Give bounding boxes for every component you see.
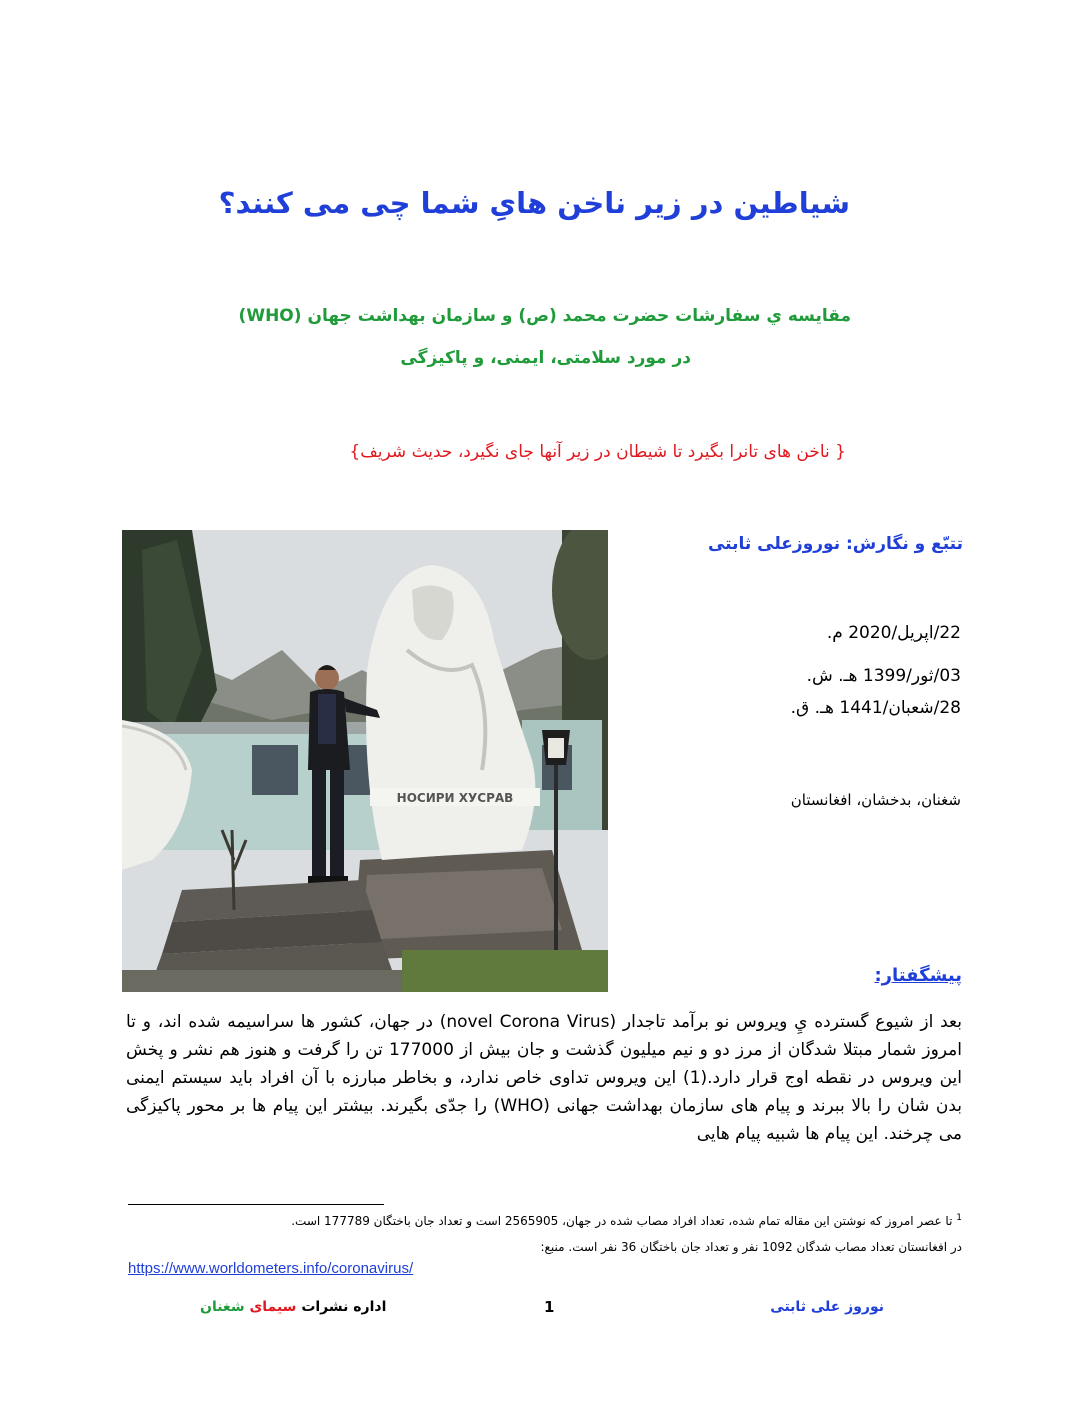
footnote-number: 1	[956, 1213, 962, 1223]
intro-heading: پیشگفتار:	[874, 965, 962, 986]
page-title: شیاطین در زیر ناخن هایِ شما چی می کنند؟	[218, 186, 850, 220]
footnote-divider	[128, 1204, 384, 1205]
footnote-line-1	[126, 1213, 962, 1228]
statue-photo	[122, 530, 608, 992]
footnote-line-2: در افغانستان تعداد مصاب شدگان 1092 نفر و تعداد جان باختگان 36 نفر است. منبع:	[540, 1240, 962, 1254]
hadith-quote: { ناخن های تانرا بگیرد تا شیطان در زیر آنها جای نگیرد، حدیث شریف}	[349, 442, 846, 462]
intro-paragraph: بعد از شیوع گسترده يِ ویروس نو برآمد تاجدار (novel Corona Virus) در جهان، کشور ها سراسیمه شده اند، و تا امروز شمار مبتلا شدگان از مرز دو و نیم میلیون گذشت و جان بیش از 177000 تن را گرفت و هنوز هم نشر و پخش این ویروس در نقطه اوج قرار دارد.(1) این ویروس تداوی خاص ندارد، و بخاطر مبارزه با آن افراد باید سیستم ایمنی بدن شان را بالا ببرند و پیام های سازمان بهداشت جهانی (WHO) را جدّی بگیرند. بیشتر این پیام ها بر محور پاکیزگی می چرخند. این پیام ها شبیه پیام هایی	[126, 1012, 962, 1144]
page-number: 1	[544, 1298, 555, 1316]
footnote-text-1: تا عصر امروز که نوشتن این مقاله تمام شده، تعداد افراد مصاب شده در جهان، 2565905 است و تعداد جان باختگان 177789 است.	[291, 1214, 953, 1228]
footer-author: نوروز علی ثابتی	[770, 1299, 884, 1315]
author-line: تتبّع و نگارش: نوروزعلی ثابتی	[707, 534, 963, 554]
subtitle-line-1: مقایسه ي سفارشات حضرت محمد (ص) و سازمان بهداشت جهان (WHO)	[238, 306, 851, 326]
footer-publisher-red: سیمای	[249, 1299, 297, 1315]
location: شغنان، بدخشان، افغانستان	[790, 791, 961, 809]
source-link[interactable]: https://www.worldometers.info/coronavirus/	[128, 1260, 414, 1277]
subtitle-line-2: در مورد سلامتی، ایمنی، و پاکیزگی	[400, 348, 691, 368]
date-lunar: 28/شعبان/1441 هـ. ق.	[790, 698, 961, 718]
date-solar: 03/ثور/1399 هـ. ش.	[806, 666, 961, 686]
statue-inscription: НОСИРИ ХУСРАВ	[396, 791, 514, 805]
footer-publisher	[200, 1299, 386, 1315]
footer-publisher-prefix: اداره نشرات	[301, 1299, 387, 1315]
date-gregorian: 22/اپریل/2020 م.	[826, 623, 961, 643]
statue-photo-drawing	[122, 530, 608, 992]
footer-publisher-green: شغنان	[200, 1299, 245, 1315]
